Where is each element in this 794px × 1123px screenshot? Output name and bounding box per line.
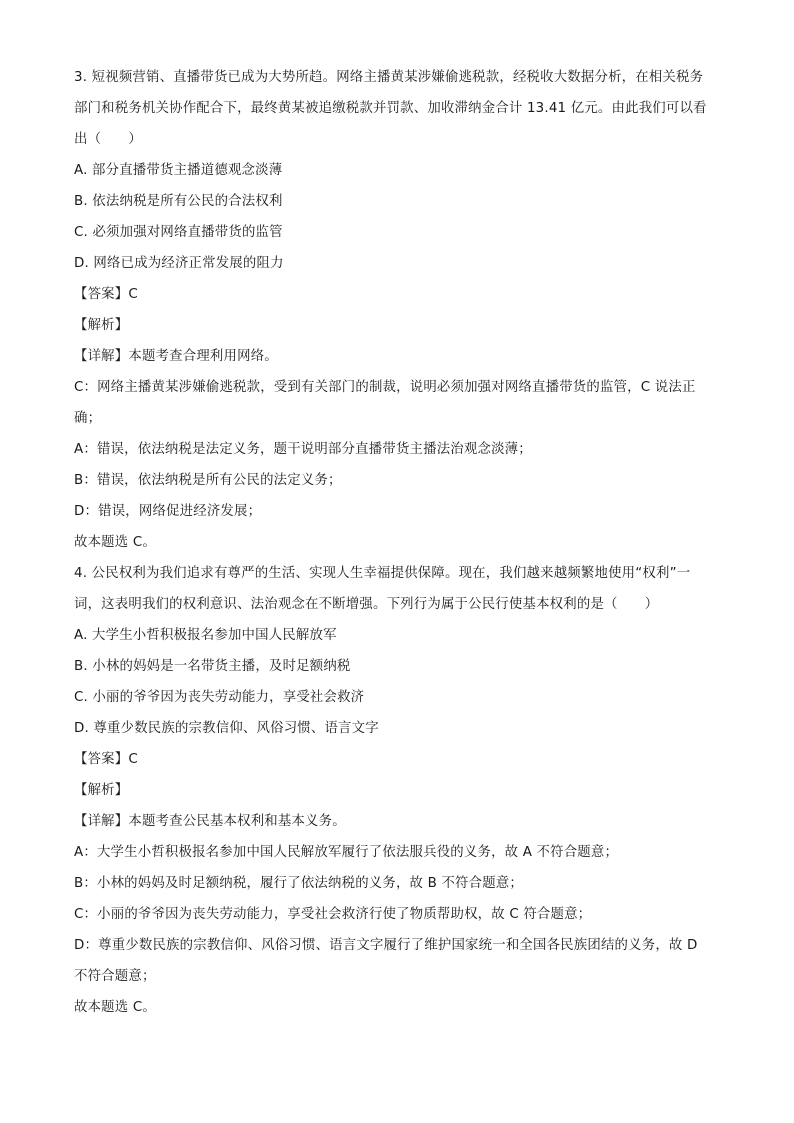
analysis-label: 【解析】 [74,783,129,798]
answer-row [74,279,722,310]
document-content [74,62,722,1023]
detail-line: D：错误，网络促进经济发展； [74,504,262,519]
detail-text: 本题考查公民基本权利和基本义务。 [128,814,346,829]
analysis-label: 【解析】 [74,318,129,333]
option-c: C. 小丽的爷爷因为丧失劳动能力，享受社会救济 [74,690,365,705]
answer-value: C [128,287,138,302]
detail-label: 【详解】 [74,814,129,829]
option-d: D. 尊重少数民族的宗教信仰、风俗习惯、语言文字 [74,721,379,736]
answer-value: C [128,752,138,767]
detail-line: B：错误，依法纳税是所有公民的法定义务； [74,473,342,488]
conclusion-line: 故本题选 C。 [74,1000,156,1015]
detail-row [74,341,722,372]
detail-line: D：尊重少数民族的宗教信仰、风俗习惯、语言文字履行了维护国家统一和全国各民族团结的义务，故 D [74,938,698,953]
question-stem-line: 4. 公民权利为我们追求有尊严的生活、实现人生幸福提供保障。现在，我们越来越频繁地使用“权利”一 [74,566,691,581]
detail-line: 不符合题意； [74,969,156,984]
detail-line: A：大学生小哲积极报名参加中国人民解放军履行了依法服兵役的义务，故 A 不符合题意； [74,845,619,860]
answer-label: 【答案】 [74,752,129,767]
detail-line: 确； [74,411,102,426]
question-3 [74,62,722,558]
option-a: A. 大学生小哲积极报名参加中国人民解放军 [74,628,337,643]
question-4 [74,558,722,1023]
option-a: A. 部分直播带货主播道德观念淡薄 [74,163,283,178]
detail-text: 本题考查合理利用网络。 [128,349,278,364]
detail-row [74,806,722,837]
answer-label: 【答案】 [74,287,129,302]
question-stem-line: 出（ ） [74,132,142,147]
conclusion-line: 故本题选 C。 [74,535,156,550]
answer-row [74,744,722,775]
detail-line: C：网络主播黄某涉嫌偷逃税款，受到有关部门的制裁，说明必须加强对网络直播带货的监管，C 说法正 [74,380,696,395]
detail-line: B：小林的妈妈及时足额纳税，履行了依法纳税的义务，故 B 不符合题意； [74,876,523,891]
detail-label: 【详解】 [74,349,129,364]
question-stem-line: 3. 短视频营销、直播带货已成为大势所趋。网络主播黄某涉嫌偷逃税款，经税收大数据分析，在相关税务 [74,70,704,85]
question-stem-line: 词，这表明我们的权利意识、法治观念在不断增强。下列行为属于公民行使基本权利的是（ ） [74,597,659,612]
question-stem-line: 部门和税务机关协作配合下，最终黄某被追缴税款并罚款、加收滞纳金合计 13.41 亿元。由此我们可以看 [74,101,707,116]
detail-line: A：错误，依法纳税是法定义务，题干说明部分直播带货主播法治观念淡薄； [74,442,532,457]
option-b: B. 小林的妈妈是一名带货主播，及时足额纳税 [74,659,351,674]
detail-line: C：小丽的爷爷因为丧失劳动能力，享受社会救济行使了物质帮助权，故 C 符合题意； [74,907,592,922]
option-d: D. 网络已成为经济正常发展的阻力 [74,256,284,271]
option-c: C. 必须加强对网络直播带货的监管 [74,225,283,240]
option-b: B. 依法纳税是所有公民的合法权利 [74,194,283,209]
